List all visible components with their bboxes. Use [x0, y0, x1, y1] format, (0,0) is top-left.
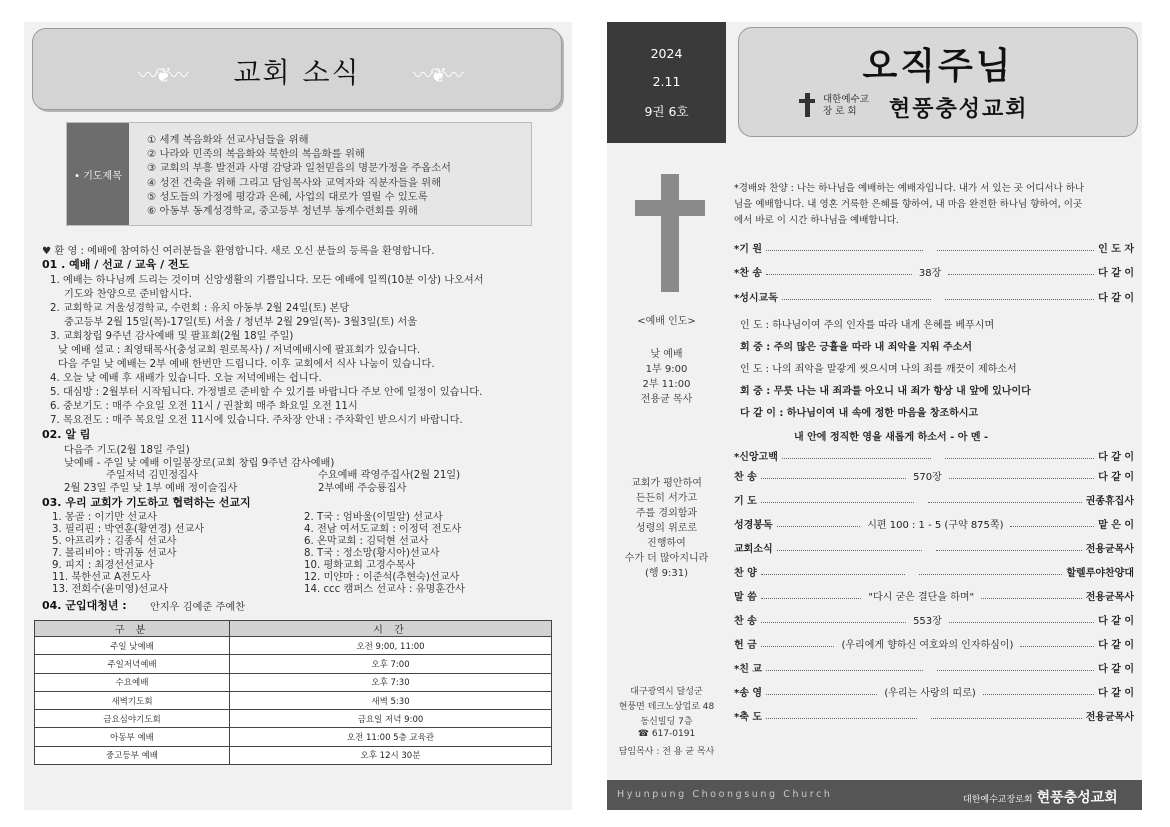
- pastor-line: 담임목사 : 전 용 균 목사: [618, 747, 715, 757]
- denomination-line: 대한예수교: [823, 94, 869, 105]
- verse-line: 든든히 서가고: [635, 493, 698, 504]
- order-label: 성경봉독: [734, 519, 773, 531]
- order-row: [734, 516, 1134, 530]
- order-leader: 다 같 이: [1098, 663, 1135, 675]
- order-label: 찬 송: [734, 471, 757, 483]
- order-leader: 권종휴집사: [1085, 495, 1134, 507]
- left-page: [24, 22, 572, 810]
- service-time: 오전 11:00 5층 교육관: [230, 728, 552, 746]
- news-line: 2. 교회학교 겨울성경학교, 수련회 : 유치 아동부 2월 24일(토) 본당: [50, 303, 350, 314]
- mission-item: 8. T국 : 정소망(황시아)선교사: [304, 548, 440, 559]
- verse-reference: (행 9:31): [644, 568, 689, 579]
- order-leader: 전용균목사: [1085, 543, 1135, 555]
- denomination-label: [823, 94, 869, 118]
- prayer-label: • 기도제목: [67, 123, 129, 225]
- service-name: 수요예배: [35, 673, 230, 691]
- table-header: 시 간: [230, 621, 552, 637]
- bulletin-title: 오직주님: [862, 46, 1014, 87]
- order-row: [734, 240, 1134, 254]
- order-leader: 다 같 이: [1098, 687, 1134, 699]
- notice-line: 2월 23일 주일 낮 1부 예배 정이슬집사: [64, 483, 238, 494]
- service-time: 오전 9:00, 11:00: [230, 637, 552, 655]
- service-name: 주일저녁예배: [35, 655, 230, 673]
- branch-ornament-right-icon: 〰❦〰: [413, 63, 461, 87]
- order-row: [734, 264, 1134, 278]
- table-row: [35, 728, 552, 746]
- order-label: 말 씀: [734, 591, 757, 603]
- order-row: [734, 540, 1134, 554]
- notice-line: 2부예배 주승룡집사: [318, 483, 407, 494]
- news-line: 낮 예배 설교 : 최영태목사(충성교회 원로목사) / 저녁예배시에 팔표회가 있습니다.: [58, 345, 421, 356]
- order-leader: 다 같 이: [1098, 292, 1135, 304]
- table-row: [35, 746, 552, 764]
- service-name: 금요심야기도회: [35, 710, 230, 728]
- order-leader: 할렐루야찬양대: [1066, 567, 1134, 579]
- welcome-line: ♥ 환 영 : 예배에 참여하신 여러분들을 환영합니다. 새로 오신 분들의 등록을 환영합니다.: [42, 246, 435, 257]
- mission-item: 9. 피지 : 최경선선교사: [52, 560, 154, 571]
- order-leader: 다 같 이: [1098, 471, 1135, 483]
- order-label: *기 원: [734, 243, 763, 255]
- mission-item: 13. 전희수(윤미영)선교사: [52, 584, 168, 595]
- order-label: 기 도: [734, 495, 757, 507]
- responsive-reading-line: 회 중 : 무릇 나는 내 죄과를 아오니 내 죄가 항상 내 앞에 있나이다: [740, 386, 1031, 397]
- responsive-reading-line: 인 도 : 나의 죄악을 말갛게 씻으시며 나의 죄를 깨끗이 제하소서: [740, 364, 1017, 375]
- order-label: 헌 금: [734, 639, 757, 651]
- verse-line: 수가 더 많아지니라: [624, 553, 709, 564]
- order-leader: 다 같 이: [1098, 639, 1135, 651]
- order-label: *찬 송: [734, 267, 763, 279]
- prayer-item: ⑤ 성도들의 가정에 평강과 은혜, 사업의 대로가 열릴 수 있도록: [147, 190, 428, 203]
- news-line: 7. 목요전도 : 매주 목요일 오전 11시에 있습니다. 주차장 안내 : 주차확인 받으시기 바랍니다.: [50, 415, 463, 426]
- enlisted-names: 안지우 김예준 주예찬: [150, 602, 246, 613]
- church-name: 현풍충성교회: [889, 97, 1029, 122]
- bulletin-footer: [607, 780, 1142, 810]
- mission-item: 12. 미얀마 : 이준석(추현숙)선교사: [304, 572, 460, 583]
- intro-line: 에서 바로 이 시간 하나님을 예배합니다.: [734, 215, 899, 226]
- guide-service: 낮 예배: [650, 349, 683, 360]
- mission-item: 2. T국 : 엄바울(이밀알) 선교사: [304, 512, 443, 523]
- news-title: 교회 소식: [233, 56, 361, 89]
- order-detail: (우리에게 향하신 여호와의 인자하심이): [841, 639, 1014, 651]
- prayer-list: [147, 133, 527, 218]
- order-detail: 570장: [913, 471, 942, 483]
- order-leader: 다 같 이: [1098, 615, 1135, 627]
- section-title: 02. 알 림: [42, 428, 91, 441]
- notice-line: 낮예배 - 주일 낮 예배 이일봉장로(교회 창립 9주년 감사예배): [64, 458, 335, 469]
- phone-line: ☎ 617-0191: [637, 729, 696, 739]
- order-row: [734, 588, 1134, 602]
- address-line: 현풍면 테크노상업로 48: [618, 702, 715, 712]
- address-line: 대구광역시 달성군: [630, 687, 703, 697]
- mission-item: 3. 필리핀 : 박연훈(황연경) 선교사: [52, 524, 205, 535]
- branch-ornament-left-icon: 〰❦〰: [138, 63, 186, 87]
- guide-label: <예배 인도>: [637, 316, 696, 327]
- order-row: [734, 636, 1134, 650]
- prayer-item: ⑥ 아동부 동계성경학교, 중고등부 청년부 동계수련회를 위해: [147, 205, 418, 218]
- notice-line: 수요예배 곽영주집사(2월 21일): [318, 470, 461, 481]
- intro-line: 님을 예배합니다. 내 영혼 거룩한 은혜를 향하여, 내 마음 완전한 하나님 향하여, 이곳: [734, 199, 1083, 210]
- cross-logo-icon: [799, 93, 815, 117]
- order-detail: 시편 100 : 1 - 5 (구약 875쪽): [867, 519, 1004, 531]
- order-detail: (우리는 사랑의 띠로): [884, 687, 976, 699]
- notice-line: 주일저녁 김민정집사: [106, 470, 198, 481]
- issue-volume: 9권 6호: [644, 104, 689, 119]
- table-row: [35, 710, 552, 728]
- news-header: [32, 28, 562, 110]
- service-time: 오후 7:30: [230, 673, 552, 691]
- order-detail: 38장: [918, 267, 942, 279]
- mission-item: 5. 아프리카 : 김종식 선교사: [52, 536, 177, 547]
- service-time: 오후 7:00: [230, 655, 552, 673]
- order-label: *성시교독: [734, 292, 778, 304]
- mission-item: 4. 전남 여서도교회 : 이정덕 전도사: [304, 524, 462, 535]
- notice-line: 다음주 기도(2월 18일 주일): [64, 445, 190, 456]
- news-line: 1. 예배는 하나님께 드리는 것이며 신앙생활의 기쁨입니다. 모든 예배에 일찍(10분 이상) 나오셔서: [50, 275, 484, 286]
- order-row: [734, 468, 1134, 482]
- mission-item: 6. 온막교회 : 김덕현 선교사: [304, 536, 429, 547]
- responsive-reading-line: 내 안에 정직한 영을 새롭게 하소서 - 아 멘 -: [794, 432, 989, 443]
- order-leader: 전용균목사: [1085, 591, 1134, 603]
- news-line: 기도와 찬양으로 준비합시다.: [64, 289, 192, 300]
- news-line: 5. 대심방 : 2월부터 시작됩니다. 가정별로 준비할 수 있기를 바랍니다 주보 안에 일정이 있습니다.: [50, 387, 483, 398]
- right-page: [607, 22, 1142, 810]
- section-title: 01 . 예배 / 선교 / 교육 / 전도: [42, 258, 190, 271]
- order-leader: 인 도 자: [1098, 243, 1135, 255]
- cross-icon: [635, 174, 705, 292]
- prayer-item: ④ 성전 건축을 위해 그리고 담임목사와 교역자와 직분자들을 위해: [147, 176, 442, 189]
- order-row: [734, 684, 1134, 698]
- service-name: 아동부 예배: [35, 728, 230, 746]
- prayer-item: ③ 교회의 부흥 발전과 사명 감당과 일천믿음의 명문가정을 주옵소서: [147, 162, 451, 175]
- footer-church-name: 현풍충성교회: [1036, 790, 1118, 806]
- order-row: [734, 289, 1134, 303]
- order-leader: 전용균목사: [1085, 711, 1134, 723]
- service-name: 중고등부 예배: [35, 746, 230, 764]
- prayer-item: ① 세계 복음화와 선교사님들을 위해: [147, 134, 309, 146]
- section-title: 03. 우리 교회가 기도하고 협력하는 선교지: [42, 496, 251, 509]
- order-row: [734, 660, 1134, 674]
- responsive-reading-line: 인 도 : 하나님이여 주의 인자를 따라 내게 은혜를 베푸시며: [740, 320, 995, 331]
- news-line: 다음 주일 낮 예배는 2부 예배 한번만 드립니다. 이후 교회에서 식사 나눔이 있습니다.: [58, 359, 435, 370]
- service-time: 새벽 5:30: [230, 691, 552, 709]
- news-line: 3. 교회창립 9주년 감사예배 및 팔표회(2월 18일 주일): [50, 331, 294, 342]
- table-row: [35, 637, 552, 655]
- order-detail: 553장: [913, 615, 942, 627]
- guide-leader: 전용균 목사: [640, 394, 693, 405]
- issue-date: 2.11: [652, 74, 681, 89]
- service-name: 주일 낮예배: [35, 637, 230, 655]
- footer-denomination: 대한예수교장로회: [963, 795, 1033, 805]
- responsive-reading-line: 회 중 : 주의 많은 긍휼을 따라 내 죄악을 지워 주소서: [740, 342, 973, 353]
- mission-item: 14. ccc 캠퍼스 선교사 : 유명훈간사: [304, 584, 465, 595]
- mission-item: 11. 북한선교 A전도사: [52, 572, 151, 583]
- order-label: 찬 양: [734, 567, 757, 579]
- mission-item: 1. 몽골 : 이기만 선교사: [52, 512, 157, 523]
- order-label: *신앙고백: [734, 451, 778, 463]
- table-row: [35, 673, 552, 691]
- address-line: 동신빌딩 7층: [640, 717, 693, 727]
- table-header: 구 분: [35, 621, 230, 637]
- order-row: [734, 564, 1134, 578]
- bulletin-header: [738, 27, 1138, 137]
- service-time: 금요일 저녁 9:00: [230, 710, 552, 728]
- verse-line: 성령의 위로로: [635, 523, 698, 534]
- sermon-title: "다시 굳은 결단을 하며": [868, 591, 975, 603]
- order-row: [734, 492, 1134, 506]
- guide-time: 1부 9:00: [645, 364, 688, 375]
- news-line: 6. 중보기도 : 매주 수요일 오전 11시 / 권찰회 매주 화요일 오전 11시: [50, 401, 358, 412]
- order-row: [734, 708, 1134, 722]
- news-line: 4. 오늘 낮 예배 후 새배가 있습니다. 오늘 저녁예배는 쉽니다.: [50, 373, 322, 384]
- mission-item: 10. 평화교회 고경수목사: [304, 560, 416, 571]
- order-leader: 맡 은 이: [1098, 519, 1135, 531]
- verse-line: 진행하여: [647, 538, 686, 549]
- table-row: [35, 691, 552, 709]
- prayer-item: ② 나라와 민족의 복음화와 북한의 복음화를 위해: [147, 148, 365, 161]
- denomination-line: 장 로 회: [823, 106, 857, 117]
- order-row: [734, 612, 1134, 626]
- service-time: 오후 12시 30분: [230, 746, 552, 764]
- order-row: [734, 448, 1134, 462]
- footer-english-name: Hyunpung Choongsung Church: [617, 789, 833, 800]
- order-leader: 다 같 이: [1098, 451, 1135, 463]
- order-label: 찬 송: [734, 615, 757, 627]
- order-label: *축 도: [734, 711, 763, 723]
- order-label: *친 교: [734, 663, 763, 675]
- service-name: 새벽기도회: [35, 691, 230, 709]
- section-title: 04. 군입대청년 :: [42, 599, 127, 612]
- verse-line: 주를 경외함과: [635, 508, 698, 519]
- footer-church-label: [963, 787, 1118, 807]
- table-row: [35, 655, 552, 673]
- issue-date-box: [607, 22, 726, 143]
- news-line: 중고등부 2월 15일(목)-17일(토) 서울 / 청년부 2월 29일(목)- 3월3일(토) 서울: [64, 317, 418, 328]
- issue-year: 2024: [650, 46, 683, 61]
- guide-time: 2부 11:00: [642, 379, 691, 390]
- responsive-reading-line: 다 같 이 : 하나님이여 내 속에 정한 마음을 창조하시고: [740, 408, 979, 419]
- mission-item: 7. 볼리비아 : 박귀동 선교사: [52, 548, 177, 559]
- service-times-table: [34, 620, 552, 765]
- order-label: *송 영: [734, 687, 763, 699]
- intro-line: *경배와 찬양 : 나는 하나님을 예배하는 예배자입니다. 내가 서 있는 곳 어디서나 하나: [734, 183, 1085, 194]
- verse-line: 교회가 평안하여: [631, 478, 702, 489]
- order-leader: 다 같 이: [1098, 267, 1134, 279]
- order-label: 교회소식: [734, 543, 773, 555]
- prayer-box: [66, 122, 532, 226]
